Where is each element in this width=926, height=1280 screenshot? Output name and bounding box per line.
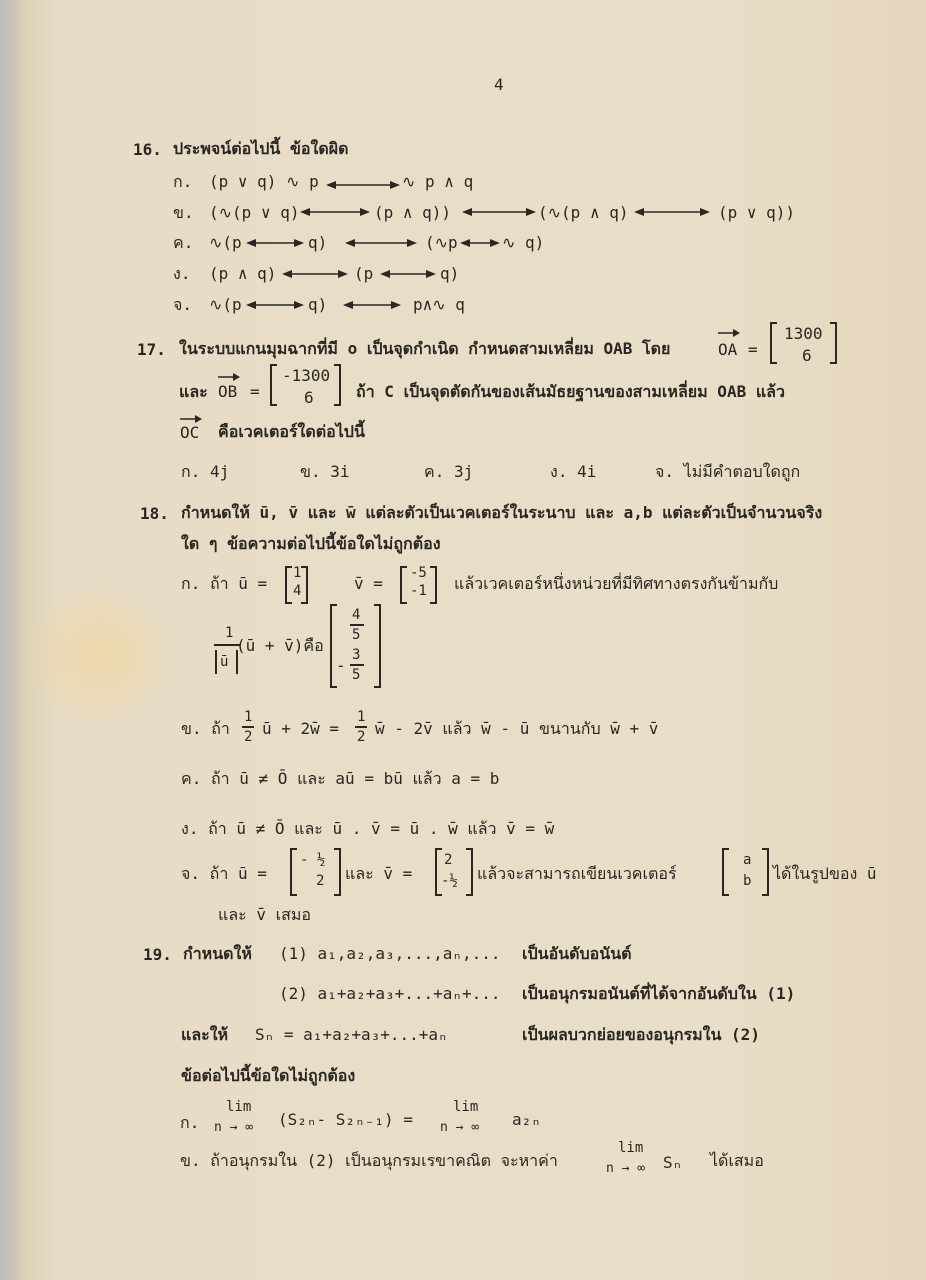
q19-a-lim2-sub: n → ∞ — [440, 1120, 480, 1135]
q16-d-part1: (p ∧ q) — [209, 264, 277, 283]
q17-ob-top: -1300 — [282, 366, 331, 385]
q17-choice-d: ง. 4i — [550, 462, 597, 481]
q18-e-w-bottom: b — [743, 873, 752, 889]
matrix-bracket-left — [270, 364, 277, 406]
q19-number: 19. — [143, 945, 172, 964]
q19-l1-math: (1) a₁,a₂,a₃,...,aₙ,... — [279, 944, 501, 963]
q18-a-m2-den: 5 — [352, 667, 361, 683]
q16-b-part1: (∿(p ∨ q) — [209, 203, 300, 222]
matrix-bracket-left — [770, 322, 777, 364]
matrix-bracket-right — [762, 848, 769, 896]
q19-l3-math: Sₙ = a₁+a₂+a₃+...+aₙ — [255, 1025, 448, 1044]
q18-b-f1-den: 2 — [244, 729, 253, 745]
q18-e-middle: แล้วจะสามารถเขียนเวคเตอร์ — [477, 864, 677, 883]
q18-b-f2-den: 2 — [357, 729, 366, 745]
q19-l3-text: เป็นผลบวกย่อยของอนุกรมใน (2) — [522, 1025, 760, 1044]
q19-a-expression: (S₂ₙ- S₂ₙ₋₁) = — [278, 1110, 413, 1129]
q16-b-part4: (p ∨ q)) — [718, 203, 796, 222]
q16-number: 16. — [133, 140, 162, 159]
biconditional-arrow-icon — [634, 208, 710, 218]
q17-and: และ — [179, 382, 208, 401]
q17-oc-label: OC — [180, 423, 200, 442]
biconditional-arrow-icon — [246, 301, 304, 311]
fraction-bar — [242, 726, 254, 728]
matrix-bracket-left — [330, 604, 337, 688]
q17-choice-b: ข. 3i — [300, 462, 350, 481]
matrix-bracket-left — [290, 848, 297, 896]
matrix-bracket-right — [830, 322, 837, 364]
q18-e-u-top: - ½ — [300, 852, 326, 868]
q18-a-m2-sign: - — [336, 656, 346, 675]
q18-e-w-top: a — [743, 852, 752, 868]
biconditional-arrow-icon — [343, 301, 401, 311]
q16-b-part2: (p ∧ q)) — [374, 203, 452, 222]
q18-a-prefix: ก. ถ้า ū = — [181, 574, 268, 593]
q17-ob-label: OB — [218, 382, 238, 401]
q17-choice-a: ก. 4j — [181, 462, 230, 481]
light-glare — [30, 590, 170, 720]
fraction-bar — [350, 664, 364, 666]
q18-e-text: ได้ในรูปของ ū — [773, 864, 877, 883]
q19-l2-text: เป็นอนุกรมอนันต์ที่ได้จากอันดับใน (1) — [522, 984, 796, 1003]
q16-e-part2: q) — [308, 295, 328, 314]
q18-b-f1-num: 1 — [244, 709, 253, 725]
biconditional-arrow-icon — [282, 270, 348, 280]
q19-l4: ข้อต่อไปนี้ข้อใดไม่ถูกต้อง — [181, 1066, 356, 1085]
q17-number: 17. — [137, 340, 166, 359]
q19-b-text: ข. ถ้าอนุกรมใน (2) เป็นอนุกรมเรขาคณิต จะหาค่า — [180, 1151, 558, 1170]
vector-arrow-icon — [718, 329, 740, 337]
q18-c-text: ค. ถ้า ū ≠ Ō และ aū = bū แล้ว a = b — [181, 769, 500, 788]
q18-e-line2: และ v̄ เสมอ — [218, 905, 311, 924]
q16-e-label: จ. — [173, 295, 193, 314]
q19-l1-text: เป็นอันดับอนันต์ — [522, 944, 632, 963]
vector-arrow-icon — [180, 415, 202, 423]
matrix-bracket-right — [301, 566, 308, 604]
q18-a-v-label: v̄ = — [354, 574, 383, 593]
page-number: 4 — [494, 75, 504, 94]
q16-e-part1: ∿(p — [209, 295, 242, 314]
q19-b-lim: lim — [618, 1140, 644, 1156]
q19-l1-prefix: กำหนดให้ — [183, 944, 252, 963]
q16-c-part2: q) — [308, 233, 328, 252]
q16-a-label: ก. — [173, 172, 193, 191]
q17-oa-top: 1300 — [784, 324, 823, 343]
q17-oa-label: OA — [718, 340, 738, 359]
q17-ob-bottom: 6 — [304, 388, 314, 407]
q18-e-v-bottom: -½ — [441, 873, 458, 889]
q18-a-text: แล้วเวคเตอร์หนึ่งหน่วยที่มีทิศทางตรงกันข้ามกับ — [454, 574, 779, 593]
matrix-bracket-right — [430, 566, 437, 604]
q18-b-prefix: ข. ถ้า — [181, 719, 230, 738]
biconditional-arrow-icon — [246, 239, 304, 249]
q18-a-m2-num: 3 — [352, 647, 361, 663]
q16-b-part3: (∿(p ∧ q) — [538, 203, 629, 222]
q16-d-part3: q) — [440, 264, 460, 283]
q18-a-u-bottom: 4 — [293, 583, 302, 599]
matrix-bracket-right — [374, 604, 381, 688]
q16-a-right: ∿ p ∧ q — [402, 172, 474, 191]
q18-a-m1-num: 4 — [352, 607, 361, 623]
q18-a-frac-denominator: ū — [220, 654, 229, 670]
q17-oa-bottom: 6 — [802, 346, 812, 365]
q17-oa-equals: = — [748, 340, 758, 359]
matrix-bracket-right — [334, 364, 341, 406]
q16-d-part2: (p — [354, 264, 374, 283]
q16-e-part3: p∧∿ q — [413, 295, 465, 314]
q16-b-label: ข. — [173, 203, 194, 222]
biconditional-arrow-icon — [300, 208, 370, 218]
biconditional-arrow-icon — [460, 239, 500, 249]
q19-l3-prefix: และให้ — [181, 1025, 229, 1044]
biconditional-arrow-icon — [462, 208, 536, 218]
q18-b-f2-num: 1 — [357, 709, 366, 725]
q18-e-v-top: 2 — [444, 852, 453, 868]
q19-b-tail: ได้เสมอ — [710, 1151, 764, 1170]
biconditional-arrow-icon — [380, 270, 436, 280]
q19-a-lim2: lim — [453, 1099, 479, 1115]
q16-a-left: (p ∨ q) ∿ p — [209, 172, 319, 191]
q16-d-label: ง. — [173, 264, 191, 283]
q16-c-label: ค. — [173, 233, 194, 252]
q16-stem: ประพจน์ต่อไปนี้ ข้อใดผิด — [173, 139, 349, 158]
q18-e-and: และ v̄ = — [345, 864, 413, 883]
abs-bar-left — [215, 650, 217, 674]
q19-a-label: ก. — [180, 1113, 200, 1132]
q16-c-part1: ∿(p — [209, 233, 242, 252]
q17-ob-equals: = — [250, 382, 260, 401]
biconditional-arrow-icon — [345, 239, 417, 249]
q19-b-lim-sub: n → ∞ — [606, 1161, 646, 1176]
q17-choice-e: จ. ไม่มีคำตอบใดถูก — [655, 462, 801, 481]
q19-a-rhs: a₂ₙ — [512, 1110, 541, 1129]
fraction-bar — [350, 624, 364, 626]
q16-c-part3: (∿p — [425, 233, 458, 252]
q18-a-m1-den: 5 — [352, 627, 361, 643]
q18-stem-line1: กำหนดให้ ū, v̄ และ w̄ แต่ละตัวเป็นเวคเตอร์ในระนาบ และ a,b แต่ละตัวเป็นจำนวนจริง — [181, 503, 823, 522]
q18-number: 18. — [140, 504, 169, 523]
q18-b-middle: ū + 2w̄ = — [262, 719, 340, 738]
q18-a-expression: (ū + v̄)คือ — [236, 636, 324, 655]
q16-c-part4: ∿ q) — [502, 233, 545, 252]
matrix-bracket-right — [334, 848, 341, 896]
q18-a-v-top: -5 — [410, 565, 427, 581]
q18-e-u-bottom: 2 — [316, 873, 325, 889]
q19-a-lim-sub: n → ∞ — [214, 1120, 254, 1135]
biconditional-arrow-icon — [326, 181, 400, 191]
q18-a-frac-numerator: 1 — [225, 625, 234, 641]
q19-l2-math: (2) a₁+a₂+a₃+...+aₙ+... — [279, 984, 501, 1003]
vector-arrow-icon — [218, 373, 240, 381]
q18-a-v-bottom: -1 — [410, 583, 427, 599]
q17-line3: คือเวคเตอร์ใดต่อไปนี้ — [218, 422, 365, 441]
q19-b-s: Sₙ — [663, 1153, 683, 1172]
fraction-bar — [355, 726, 367, 728]
q18-a-u-top: 1 — [293, 565, 302, 581]
q17-choice-c: ค. 3j — [424, 462, 474, 481]
q18-stem-line2: ใด ๆ ข้อความต่อไปนี้ข้อใดไม่ถูกต้อง — [181, 534, 441, 553]
matrix-bracket-left — [722, 848, 729, 896]
q18-e-prefix: จ. ถ้า ū = — [181, 864, 267, 883]
q19-a-lim: lim — [226, 1099, 252, 1115]
q18-b-text: w̄ - 2v̄ แล้ว w̄ - ū ขนานกับ w̄ + v̄ — [375, 719, 659, 738]
q18-d-text: ง. ถ้า ū ≠ Ō และ ū . v̄ = ū . w̄ แล้ว v̄ = w̄ — [181, 819, 555, 838]
matrix-bracket-right — [466, 848, 473, 896]
q17-line2: ถ้า C เป็นจุดตัดกันของเส้นมัธยฐานของสามเหลี่ยม OAB แล้ว — [356, 382, 785, 401]
q17-stem: ในระบบแกนมุมฉากที่มี o เป็นจุดกำเนิด กำหนดสามเหลี่ยม OAB โดย — [179, 339, 671, 358]
matrix-bracket-left — [285, 566, 292, 604]
matrix-bracket-left — [400, 566, 407, 604]
